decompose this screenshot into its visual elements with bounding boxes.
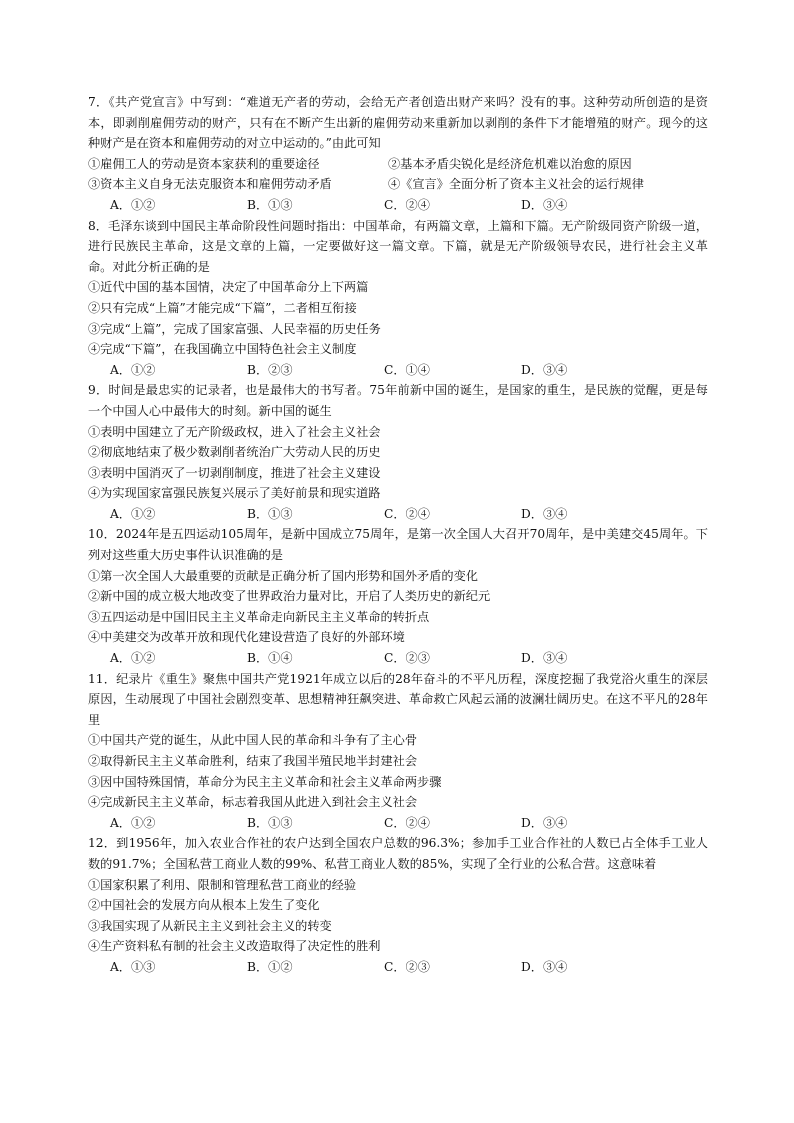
statement-4: ④《宣言》全面分析了资本主义社会的运行规律 [388,177,644,192]
question-stem: 9．时间是最忠实的记录者，也是最伟大的书写者。75年前新中国的诞生，是国家的重生，是民族的觉醒，更是每一个中国人心中最伟大的时刻。新中国的诞生 [88,383,708,418]
statement-1: ①雇佣工人的劳动是资本家获利的重要途径 [88,156,320,171]
option-c[interactable]: C．②④ [384,197,430,212]
statement-2: ②中国社会的发展方向从根本上发生了变化 [88,898,320,913]
statement-3: ③表明中国消灭了一切剥削制度，推进了社会主义建设 [88,465,381,480]
statement-3: ③完成“上篇”，完成了国家富强、人民幸福的历史任务 [88,321,381,336]
question-7 [88,92,708,216]
option-b[interactable]: B．①④ [247,651,293,666]
statement-4: ④中美建交为改革开放和现代化建设营造了良好的外部环境 [88,630,405,645]
statement-2: ②新中国的成立极大地改变了世界政治力量对比，开启了人类历史的新纪元 [88,589,491,604]
question-10 [88,524,708,668]
statement-4: ④完成新民主主义革命，标志着我国从此进入到社会主义社会 [88,795,418,810]
option-c[interactable]: C．②③ [384,651,430,666]
question-11 [88,669,708,834]
question-12 [88,833,708,977]
question-stem: 11．纪录片《重生》聚焦中国共产党1921年成立以后的28年奋斗的不平凡历程，深度挖掘了我党浴火重生的深层原因，生动展现了中国社会剧烈变革、思想精神狂飙突进、革命救亡风起云涌的波澜壮阔历史。在这不平凡的28年里 [88,671,708,727]
statement-3: ③我国实现了从新民主主义到社会主义的转变 [88,918,332,933]
option-a[interactable]: A．①② [110,197,156,212]
statement-3: ③因中国特殊国情，革命分为民主主义革命和社会主义革命两步骤 [88,774,442,789]
question-stem: 12．到1956年，加入农业合作社的农户达到全国农户总数的96.3%；参加手工业合作社的人数已占全体手工业人数的91.7%；全国私营工商业人数的99%、私营工商业人数的85%，实现了全行业的公私合营。这意味着 [88,836,708,871]
question-stem: 10．2024年是五四运动105周年，是新中国成立75周年，是第一次全国人大召开70周年，是中美建交45周年。下列对这些重大历史事件认识准确的是 [88,527,708,563]
option-a[interactable]: A．①② [110,651,156,666]
statement-1: ①国家积累了利用、限制和管理私营工商业的经验 [88,877,357,892]
statement-1: ①近代中国的基本国情，决定了中国革命分上下两篇 [88,280,369,295]
question-8 [88,216,708,381]
option-b[interactable]: B．①③ [247,506,293,521]
statement-3: ③资本主义自身无法克服资本和雇佣劳动矛盾 [88,177,332,192]
option-d[interactable]: D．③④ [521,815,568,830]
statement-4: ④完成“下篇”，在我国确立中国特色社会主义制度 [88,342,357,357]
option-a[interactable]: A．①② [110,815,156,830]
option-d[interactable]: D．③④ [521,197,568,212]
option-d[interactable]: D．③④ [521,506,568,521]
statement-1: ①表明中国建立了无产阶级政权，进入了社会主义社会 [88,424,381,439]
option-d[interactable]: D．③④ [521,651,568,666]
answer-options [88,957,708,978]
option-b[interactable]: B．②③ [247,362,293,377]
question-9 [88,380,708,524]
option-c[interactable]: C．②④ [384,815,430,830]
answer-options [88,504,708,525]
option-b[interactable]: B．①③ [247,197,293,212]
statement-1: ①中国共产党的诞生，从此中国人民的革命和斗争有了主心骨 [88,733,418,748]
option-c[interactable]: C．②③ [384,959,430,974]
statement-2: ②基本矛盾尖锐化是经济危机难以治愈的原因 [388,156,632,171]
statement-4: ④为实现国家富强民族复兴展示了美好前景和现实道路 [88,486,381,501]
statement-2: ②彻底地结束了极少数剥削者统治广大劳动人民的历史 [88,445,381,460]
statement-2: ②只有完成“上篇”才能完成“下篇”，二者相互衔接 [88,300,357,315]
question-stem: 7．《共产党宣言》中写到：“难道无产者的劳动，会给无产者创造出财产来吗？没有的事。这种劳动所创造的是资本，即剥削雇佣劳动的财产，只有在不断产生出新的雇佣劳动来重新加以剥削的条件下才能增殖的财产。现今的这种财产是在资本和雇佣劳动的对立中运动的。”由此可知 [88,95,708,151]
option-b[interactable]: B．①② [247,959,293,974]
answer-options [88,648,708,669]
answer-options [88,195,708,216]
option-c[interactable]: C．②④ [384,506,430,521]
statement-3: ③五四运动是中国旧民主主义革命走向新民主主义革命的转折点 [88,609,430,624]
option-a[interactable]: A．①② [110,362,156,377]
question-stem: 8．毛泽东谈到中国民主革命阶段性问题时指出：中国革命，有两篇文章，上篇和下篇。无产阶级同资产阶级一道，进行民族民主革命，这是文章的上篇，一定要做好这一篇文章。下篇，就是无产阶级领导农民，进行社会主义革命。对此分析正确的是 [88,218,708,274]
option-d[interactable]: D．③④ [521,362,568,377]
statement-4: ④生产资料私有制的社会主义改造取得了决定性的胜利 [88,939,381,954]
option-c[interactable]: C．①④ [384,362,430,377]
option-a[interactable]: A．①② [110,506,156,521]
answer-options [88,360,708,381]
statement-2: ②取得新民主主义革命胜利，结束了我国半殖民地半封建社会 [88,754,418,768]
option-a[interactable]: A．①③ [110,959,156,974]
option-d[interactable]: D．③④ [521,959,568,974]
option-b[interactable]: B．①③ [247,815,293,830]
exam-page [88,92,708,978]
answer-options [88,813,708,834]
statement-1: ①第一次全国人大最重要的贡献是正确分析了国内形势和国外矛盾的变化 [88,568,478,583]
